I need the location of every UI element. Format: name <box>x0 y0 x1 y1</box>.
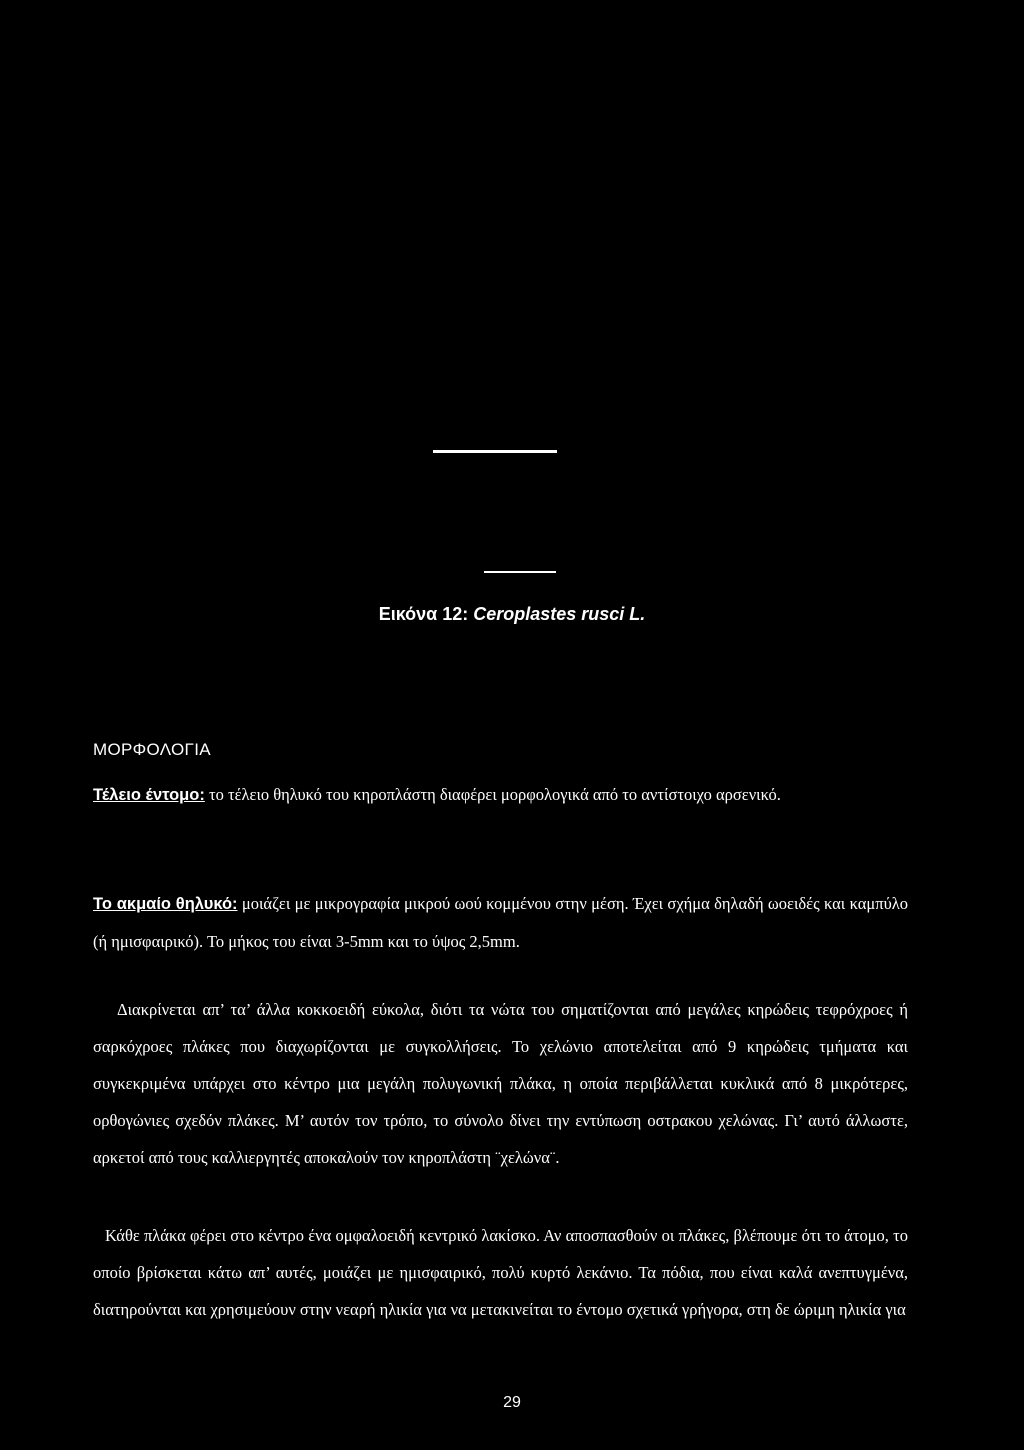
paragraph-distinction <box>93 991 908 1176</box>
scale-bar <box>433 450 557 453</box>
paragraph-plates <box>93 1217 908 1328</box>
term-adult-insect: Τέλειο έντομο: <box>93 786 205 804</box>
paragraph-text: το τέλειο θηλυκό του κηροπλάστη διαφέρει μορφολογικά από το αντίστοιχο αρσενικό. <box>204 785 781 804</box>
paragraph-text: Διακρίνεται απ’ τα’ άλλα κοκκοειδή εύκολα, διότι τα νώτα του σηματίζονται από μεγάλες κηρώδεις τεφρόχροες ή σαρκόχροες πλάκες που διαχωρίζονται με συγκολλήσεις. Το χελώνιο αποτελείται από 9 κηρώδεις τμήματα και συγκεκριμένα υπάρχει στο κέντρο μια μεγάλη πολυγωνική πλάκα, η οποία περιβάλλεται κυκλικά από 8 μικρότερες, ορθογώνιες σχεδόν πλάκες. Μ’ αυτόν τον τρόπο, το σύνολο δίνει την εντύπωση οστρακου χελώνας. Γι’ αυτό άλλωστε, αρκετοί από τους καλλιεργητές αποκαλούν τον κηροπλάστη ¨χελώνα¨. <box>93 1000 908 1167</box>
paragraph-adult-female <box>93 885 908 960</box>
paragraph-text: μοιάζει με μικρογραφία μικρού ωού κομμένου στην μέση. Έχει σχήμα δηλαδή ωοειδές και καμπύλο (ή ημισφαιρικό). Το μήκος του είναι 3-5mm και το ύψος 2,5mm. <box>93 894 908 951</box>
paragraph-text: Κάθε πλάκα φέρει στο κέντρο ένα ομφαλοειδή κεντρικό λακίσκο. Αν αποσπασθούν οι πλάκες, βλέπουμε ότι το άτομο, το οποίο βρίσκεται κάτω απ’ αυτές, μοιάζει με ημισφαιρικό, πολύ κυρτό λεκάνιο. Τα πόδια, που είναι καλά ανεπτυγμένα, διατηρούνται και χρησιμεύουν στην νεαρή ηλικία για να μετακινείται το έντομο σχετικά γρήγορα, στη δε ώριμη ηλικία για <box>93 1226 908 1319</box>
term-adult-female: Το ακμαίο θηλυκό: <box>93 895 238 913</box>
scale-bar-small <box>484 571 556 573</box>
section-heading: ΜΟΡΦΟΛΟΓΙΑ <box>93 740 211 759</box>
caption-species: Ceroplastes rusci L. <box>473 604 646 624</box>
paragraph-adult-insect <box>93 776 908 814</box>
figure-photo <box>0 0 1024 590</box>
figure-caption <box>0 604 1024 625</box>
caption-prefix: Εικόνα 12: <box>378 604 474 624</box>
page-number: 29 <box>503 1394 521 1411</box>
